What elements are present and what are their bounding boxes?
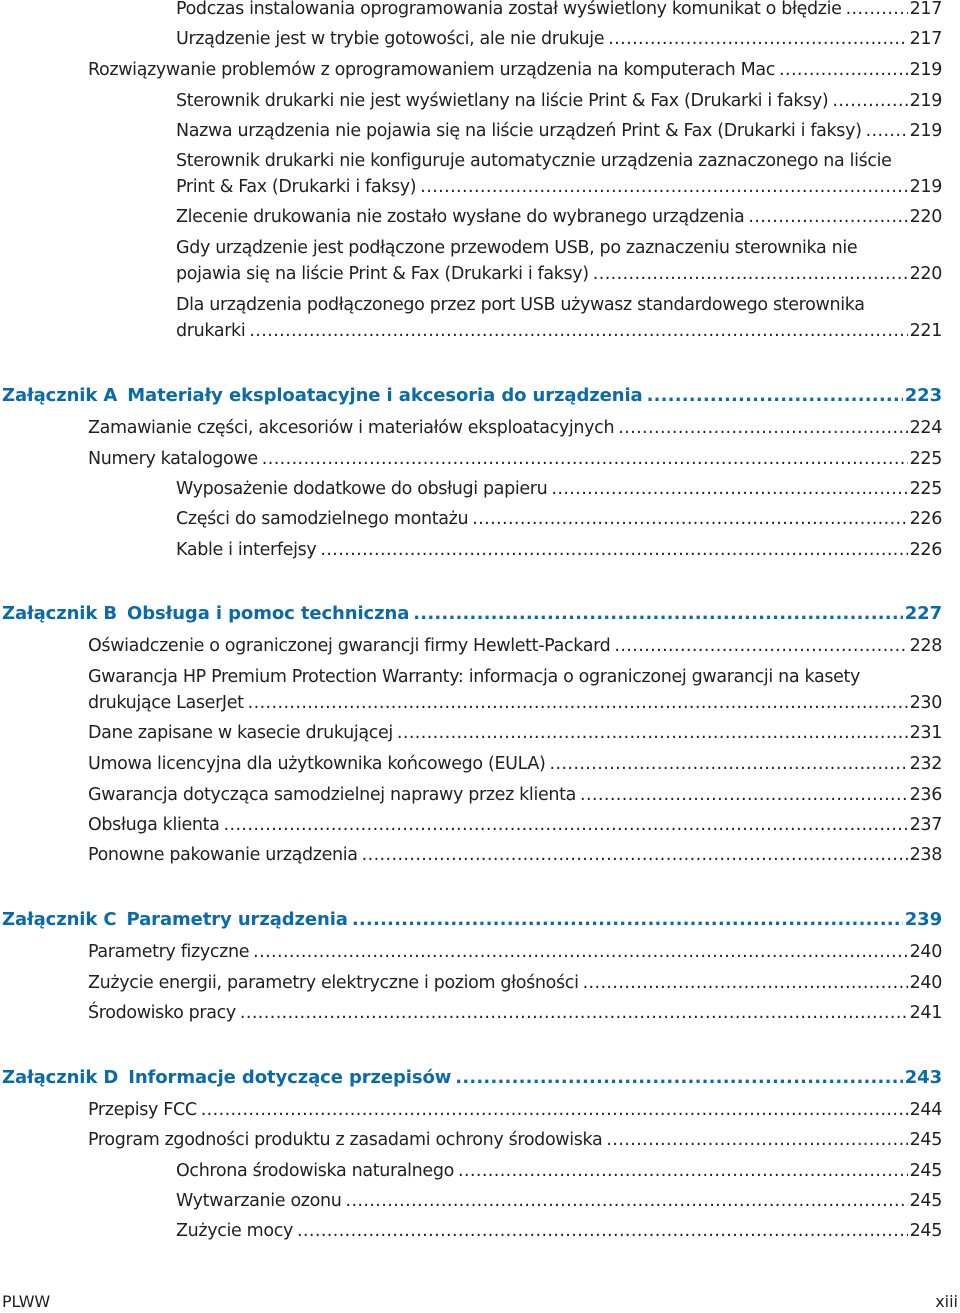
entry-page-number: 226	[909, 509, 942, 529]
toc-subsection-entry[interactable]	[176, 506, 942, 532]
chapter-title: Materiały eksploatacyjne i akcesoria do urządzenia	[127, 385, 643, 406]
entry-title-line: Rozwiązywanie problemów z oprogramowaniem urządzenia na komputerach Mac	[88, 60, 776, 80]
dot-leader	[606, 1127, 907, 1153]
chapter-page-number: 223	[904, 385, 942, 406]
dot-leader	[550, 751, 908, 777]
chapter-title: Obsługa i pomoc techniczna	[127, 603, 410, 624]
entry-title-line: Zlecenie drukowania nie zostało wysłane do wybranego urządzenia	[176, 207, 745, 227]
entry-title-line: Wyposażenie dodatkowe do obsługi papieru	[176, 479, 548, 499]
entry-title-line: Kable i interfejsy	[176, 540, 317, 560]
entry-page-number: 221	[909, 321, 942, 341]
dot-leader	[248, 690, 908, 716]
entry-title-line: Nazwa urządzenia nie pojawia się na liście urządzeń Print & Fax (Drukarki i faksy)	[176, 121, 862, 141]
entry-title-line: Program zgodności produktu z zasadami ochrony środowiska	[88, 1130, 603, 1150]
toc-section-entry[interactable]	[88, 970, 942, 996]
toc-section-entry[interactable]	[88, 842, 942, 868]
entry-page-number: 245	[909, 1161, 942, 1181]
entry-title-line: Umowa licencyjna dla użytkownika końcowego (EULA)	[88, 754, 546, 774]
chapter-title: Informacje dotyczące przepisów	[128, 1067, 452, 1088]
toc-subsection-entry[interactable]	[176, 0, 942, 22]
entry-title-line: Dla urządzenia podłączonego przez port USB używasz standardowego sterownika	[176, 295, 865, 315]
entry-page-number: 225	[909, 479, 942, 499]
entry-title-line: Gwarancja dotycząca samodzielnej naprawy przez klienta	[88, 785, 576, 805]
entry-page-number: 219	[909, 60, 942, 80]
entry-page-number: 224	[909, 418, 942, 438]
entry-page-number: 241	[909, 1003, 942, 1023]
entry-title-line: drukarki	[176, 321, 246, 341]
toc-section-entry[interactable]	[88, 939, 942, 965]
dot-leader	[472, 506, 907, 532]
entry-page-number: 217	[909, 0, 942, 19]
toc-section-entry[interactable]	[88, 720, 942, 746]
entry-page-number: 219	[909, 91, 942, 111]
dot-leader	[583, 970, 908, 996]
entry-page-number: 245	[909, 1221, 942, 1241]
entry-page-number: 231	[909, 723, 942, 743]
toc-section-entry[interactable]	[88, 633, 942, 659]
chapter-page-number: 227	[904, 603, 942, 624]
entry-title-line: Obsługa klienta	[88, 815, 220, 835]
toc-chapter-entry[interactable]	[2, 907, 942, 933]
dot-leader	[413, 601, 902, 627]
dot-leader	[846, 0, 908, 22]
entry-title-line: drukujące LaserJet	[88, 693, 244, 713]
chapter-number: Załącznik A	[2, 385, 118, 406]
toc-subsection-entry[interactable]	[176, 292, 942, 344]
dot-leader	[608, 26, 907, 52]
dot-leader	[593, 261, 908, 287]
dot-leader	[397, 720, 908, 746]
chapter-number: Załącznik C	[2, 909, 117, 930]
dot-leader	[240, 1000, 908, 1026]
toc-section-entry[interactable]	[88, 415, 942, 441]
toc-section-entry[interactable]	[88, 664, 942, 716]
entry-title-line: Sterownik drukarki nie jest wyświetlany na liście Print & Fax (Drukarki i faksy)	[176, 91, 829, 111]
toc-subsection-entry[interactable]	[176, 204, 942, 230]
entry-title-line: Części do samodzielnego montażu	[176, 509, 469, 529]
toc-subsection-entry[interactable]	[176, 476, 942, 502]
entry-title-line: Wytwarzanie ozonu	[176, 1191, 342, 1211]
entry-title-line: Urządzenie jest w trybie gotowości, ale nie drukuje	[176, 29, 605, 49]
entry-page-number: 226	[909, 540, 942, 560]
entry-page-number: 219	[909, 121, 942, 141]
entry-page-number: 244	[909, 1100, 942, 1120]
entry-title-line: Gwarancja HP Premium Protection Warranty: informacja o ograniczonej gwarancji na kasety	[88, 667, 861, 687]
footer-page-number: xiii	[935, 1292, 958, 1311]
toc-section-entry[interactable]	[88, 751, 942, 777]
entry-page-number: 232	[909, 754, 942, 774]
dot-leader	[352, 907, 903, 933]
dot-leader	[551, 476, 907, 502]
dot-leader	[580, 782, 908, 808]
entry-title-line: Środowisko pracy	[88, 1003, 236, 1023]
toc-subsection-entry[interactable]	[176, 26, 942, 52]
entry-title-line: Oświadczenie o ograniczonej gwarancji firmy Hewlett-Packard	[88, 636, 611, 656]
toc-section-entry[interactable]	[88, 1127, 942, 1153]
chapter-page-number: 243	[904, 1067, 942, 1088]
entry-page-number: 220	[909, 207, 942, 227]
entry-title-line: Ponowne pakowanie urządzenia	[88, 845, 358, 865]
footer-left-label: PLWW	[2, 1292, 50, 1311]
toc-section-entry[interactable]	[88, 812, 942, 838]
dot-leader	[748, 204, 907, 230]
entry-title-line: Parametry fizyczne	[88, 942, 250, 962]
dot-leader	[320, 537, 907, 563]
entry-page-number: 237	[909, 815, 942, 835]
chapter-page-number: 239	[904, 909, 942, 930]
entry-title-line: Przepisy FCC	[88, 1100, 197, 1120]
entry-page-number: 217	[909, 29, 942, 49]
chapter-number: Załącznik D	[2, 1067, 119, 1088]
dot-leader	[201, 1097, 908, 1123]
entry-page-number: 219	[909, 177, 942, 197]
entry-title-line: Gdy urządzenie jest podłączone przewodem USB, po zaznaczeniu sterownika nie	[176, 238, 858, 258]
entry-page-number: 230	[909, 693, 942, 713]
entry-title-line: Print & Fax (Drukarki i faksy)	[176, 177, 417, 197]
toc-section-entry[interactable]	[88, 57, 942, 83]
toc-subsection-entry[interactable]	[176, 118, 942, 144]
dot-leader	[345, 1188, 907, 1214]
entry-title-line: Zużycie mocy	[176, 1221, 293, 1241]
dot-leader	[362, 842, 908, 868]
dot-leader	[614, 633, 907, 659]
toc-section-entry[interactable]	[88, 782, 942, 808]
dot-leader	[224, 812, 908, 838]
toc-section-entry[interactable]	[88, 1000, 942, 1026]
chapter-number: Załącznik B	[2, 603, 118, 624]
entry-page-number: 238	[909, 845, 942, 865]
toc-subsection-entry[interactable]	[176, 1218, 942, 1244]
entry-title-line: Ochrona środowiska naturalnego	[176, 1161, 454, 1181]
toc-subsection-entry[interactable]	[176, 148, 942, 200]
entry-page-number: 240	[909, 942, 942, 962]
entry-page-number: 236	[909, 785, 942, 805]
entry-page-number: 225	[909, 449, 942, 469]
dot-leader	[618, 415, 907, 441]
toc-section-entry[interactable]	[88, 446, 942, 472]
dot-leader	[458, 1158, 908, 1184]
entry-title-line: pojawia się na liście Print & Fax (Drukarki i faksy)	[176, 264, 589, 284]
entry-page-number: 245	[909, 1191, 942, 1211]
entry-title-line: Zamawianie części, akcesoriów i materiałów eksploatacyjnych	[88, 418, 615, 438]
toc-subsection-entry[interactable]	[176, 1188, 942, 1214]
toc-subsection-entry[interactable]	[176, 537, 942, 563]
entry-page-number: 245	[909, 1130, 942, 1150]
toc-subsection-entry[interactable]	[176, 235, 942, 287]
toc-chapter-entry[interactable]	[2, 601, 942, 627]
dot-leader	[297, 1218, 908, 1244]
dot-leader	[249, 318, 907, 344]
dot-leader	[262, 446, 908, 472]
toc-subsection-entry[interactable]	[176, 1158, 942, 1184]
entry-title-line: Dane zapisane w kasecie drukującej	[88, 723, 393, 743]
entry-title-line: Sterownik drukarki nie konfiguruje automatycznie urządzenia zaznaczonego na liście	[176, 151, 892, 171]
dot-leader	[866, 118, 908, 144]
dot-leader	[779, 57, 908, 83]
dot-leader	[455, 1065, 902, 1091]
toc-subsection-entry[interactable]	[176, 88, 942, 114]
toc-chapter-entry[interactable]	[2, 383, 942, 409]
dot-leader	[832, 88, 907, 114]
entry-title-line: Zużycie energii, parametry elektryczne i poziom głośności	[88, 973, 579, 993]
toc-section-entry[interactable]	[88, 1097, 942, 1123]
chapter-title: Parametry urządzenia	[126, 909, 348, 930]
dot-leader	[420, 174, 907, 200]
entry-title-line: Podczas instalowania oprogramowania został wyświetlony komunikat o błędzie	[176, 0, 842, 19]
entry-page-number: 228	[909, 636, 942, 656]
entry-page-number: 240	[909, 973, 942, 993]
entry-page-number: 220	[909, 264, 942, 284]
dot-leader	[647, 383, 903, 409]
dot-leader	[253, 939, 908, 965]
toc-chapter-entry[interactable]	[2, 1065, 942, 1091]
entry-title-line: Numery katalogowe	[88, 449, 258, 469]
